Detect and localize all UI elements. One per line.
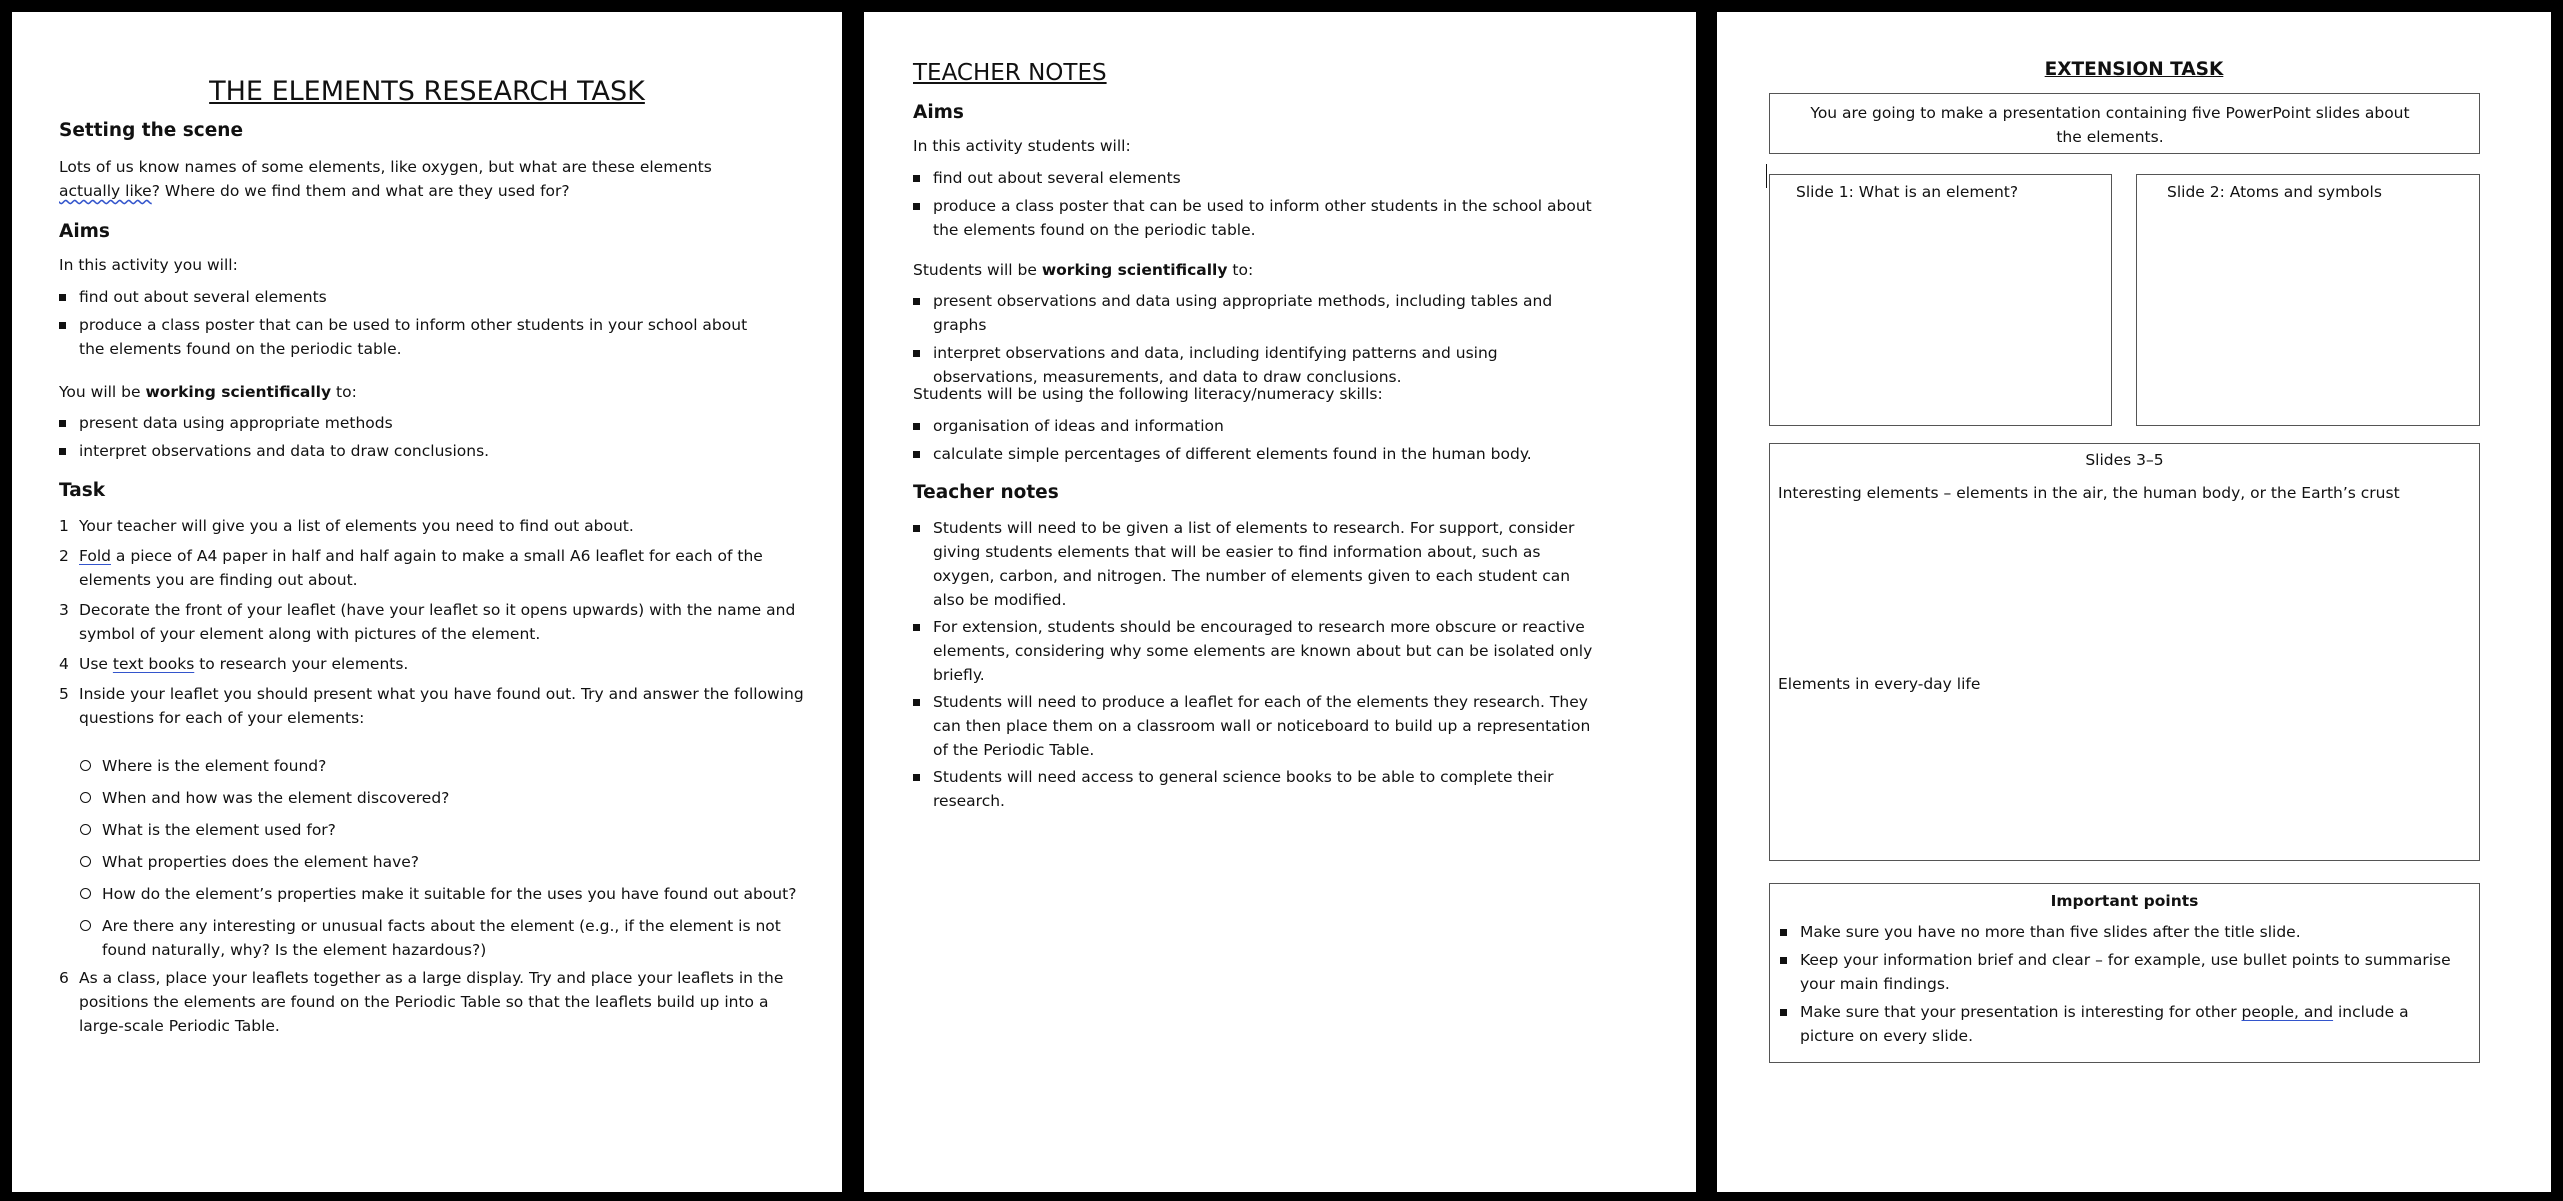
list-item: interpret observations and data to draw conclusions.	[59, 439, 749, 463]
slide-2-box	[2136, 174, 2480, 426]
task-item-2: 2 Fold a piece of A4 paper in half and half again to make a small A6 leaflet for each of the elements you are finding out about.	[59, 547, 763, 589]
task-list	[59, 514, 804, 738]
spell-flag-link[interactable]: Fold	[79, 547, 111, 565]
list-item: When and how was the element discovered?	[59, 786, 804, 810]
aims-list	[913, 166, 1593, 242]
teacher-notes-list	[913, 516, 1593, 813]
intro-text: You are going to make a presentation containing five PowerPoint slides about the elements.	[1810, 104, 2410, 146]
list-item: What properties does the element have?	[59, 850, 804, 874]
extension-title: EXTENSION TASK	[2044, 59, 2224, 80]
list-item: Are there any interesting or unusual facts about the element (e.g., if the element is not found naturally, why? Is the element hazardous?)	[59, 914, 804, 962]
list-item: present observations and data using appropriate methods, including tables and graphs	[913, 289, 1593, 337]
ws-list	[913, 289, 1593, 389]
teacher-notes-heading: Teacher notes	[913, 482, 1059, 503]
task-item-6: 6 As a class, place your leaflets together as a large display. Try and place your leaflets in the positions the elements are found on the Periodic Table so that the leaflets build up into a large-scale Periodic Table.	[59, 969, 784, 1035]
aims-intro: In this activity students will:	[913, 137, 1131, 155]
aims-heading: Aims	[59, 221, 110, 242]
text-cursor	[1766, 164, 1767, 188]
list-item: What is the element used for?	[59, 818, 804, 842]
important-points-heading: Important points	[2050, 892, 2199, 910]
slide-2-label: Slide 2: Atoms and symbols	[2167, 183, 2382, 201]
interesting-elements-label: Interesting elements – elements in the air, the human body, or the Earth’s crust	[1778, 484, 2400, 502]
list-item: produce a class poster that can be used to inform other students in your school about the elements found on the periodic table.	[59, 313, 749, 361]
slide-1-box	[1769, 174, 2112, 426]
slide-1-label: Slide 1: What is an element?	[1796, 183, 2019, 201]
teacher-notes-title: TEACHER NOTES	[913, 60, 1107, 86]
aims-list	[59, 285, 749, 361]
list-item: interpret observations and data, including identifying patterns and using observations, measurements, and data to draw conclusions.	[913, 341, 1593, 389]
spell-flag-link[interactable]: text books	[112, 655, 195, 673]
task-item-4: 4 Use text books to research your elements.	[59, 655, 409, 673]
list-item: For extension, students should be encouraged to research more obscure or reactive elements, considering why some elements are known about but can be isolated only briefly.	[913, 615, 1593, 687]
important-points-list	[1780, 920, 2460, 1048]
aims-heading: Aims	[913, 102, 964, 123]
task-item-3: 3 Decorate the front of your leaflet (have your leaflet so it opens upwards) with the name and symbol of your element along with pictures of the element.	[59, 601, 796, 643]
list-item: Students will need to be given a list of elements to research. For support, consider giving students elements that will be easier to find information about, such as oxygen, carbon, and nitrogen. The number of elements given to each student can also be modified.	[913, 516, 1593, 612]
page-title: THE ELEMENTS RESEARCH TASK	[209, 76, 645, 107]
spell-flag-link[interactable]: people, and	[2241, 1003, 2334, 1021]
ws-list	[59, 411, 749, 463]
ws-intro: You will be working scientifically to:	[59, 383, 357, 401]
task-list-end	[59, 966, 804, 1038]
task-item-5: 5 Inside your leaflet you should present what you have found out. Try and answer the following questions for each of your elements:	[59, 685, 804, 727]
setting-heading: Setting the scene	[59, 120, 243, 141]
list-item: find out about several elements	[59, 285, 749, 309]
list-item: produce a class poster that can be used to inform other students in the school about the elements found on the periodic table.	[913, 194, 1593, 242]
task-item-1: 1 Your teacher will give you a list of elements you need to find out about.	[59, 517, 634, 535]
everyday-elements-label: Elements in every-day life	[1778, 675, 1981, 693]
list-item: Students will need access to general science books to be able to complete their research.	[913, 765, 1593, 813]
page-2	[864, 12, 1696, 1192]
intro-box	[1769, 93, 2480, 154]
ws-intro: Students will be working scientifically to:	[913, 261, 1254, 279]
questions-list	[59, 754, 804, 970]
list-item: calculate simple percentages of different elements found in the human body.	[913, 442, 1593, 466]
list-item: organisation of ideas and information	[913, 414, 1593, 438]
important-points-box	[1769, 883, 2480, 1063]
slides-3-5-label: Slides 3–5	[2085, 451, 2164, 469]
page-1	[12, 12, 842, 1192]
list-item: How do the element’s properties make it suitable for the uses you have found out about?	[59, 882, 804, 906]
list-item: find out about several elements	[913, 166, 1593, 190]
literacy-list	[913, 414, 1593, 466]
aims-intro: In this activity you will:	[59, 256, 238, 274]
list-item: present data using appropriate methods	[59, 411, 749, 435]
setting-text: Lots of us know names of some elements, like oxygen, but what are these elements actually like? Where do we find them and what are they used for?	[59, 158, 712, 200]
slides-3-5-box	[1769, 443, 2480, 861]
spell-flag-link[interactable]: actually like	[59, 182, 152, 200]
list-item: Make sure that your presentation is interesting for other people, and include a picture on every slide.	[1780, 1000, 2460, 1048]
page-3	[1717, 12, 2551, 1192]
list-item: Where is the element found?	[59, 754, 804, 778]
literacy-intro: Students will be using the following literacy/numeracy skills:	[913, 385, 1383, 403]
list-item: Keep your information brief and clear – for example, use bullet points to summarise your main findings.	[1780, 948, 2460, 996]
list-item: Students will need to produce a leaflet for each of the elements they research. They can then place them on a classroom wall or noticeboard to build up a representation of the Periodic Table.	[913, 690, 1593, 762]
list-item: Make sure you have no more than five slides after the title slide.	[1780, 920, 2460, 944]
task-heading: Task	[59, 480, 106, 501]
